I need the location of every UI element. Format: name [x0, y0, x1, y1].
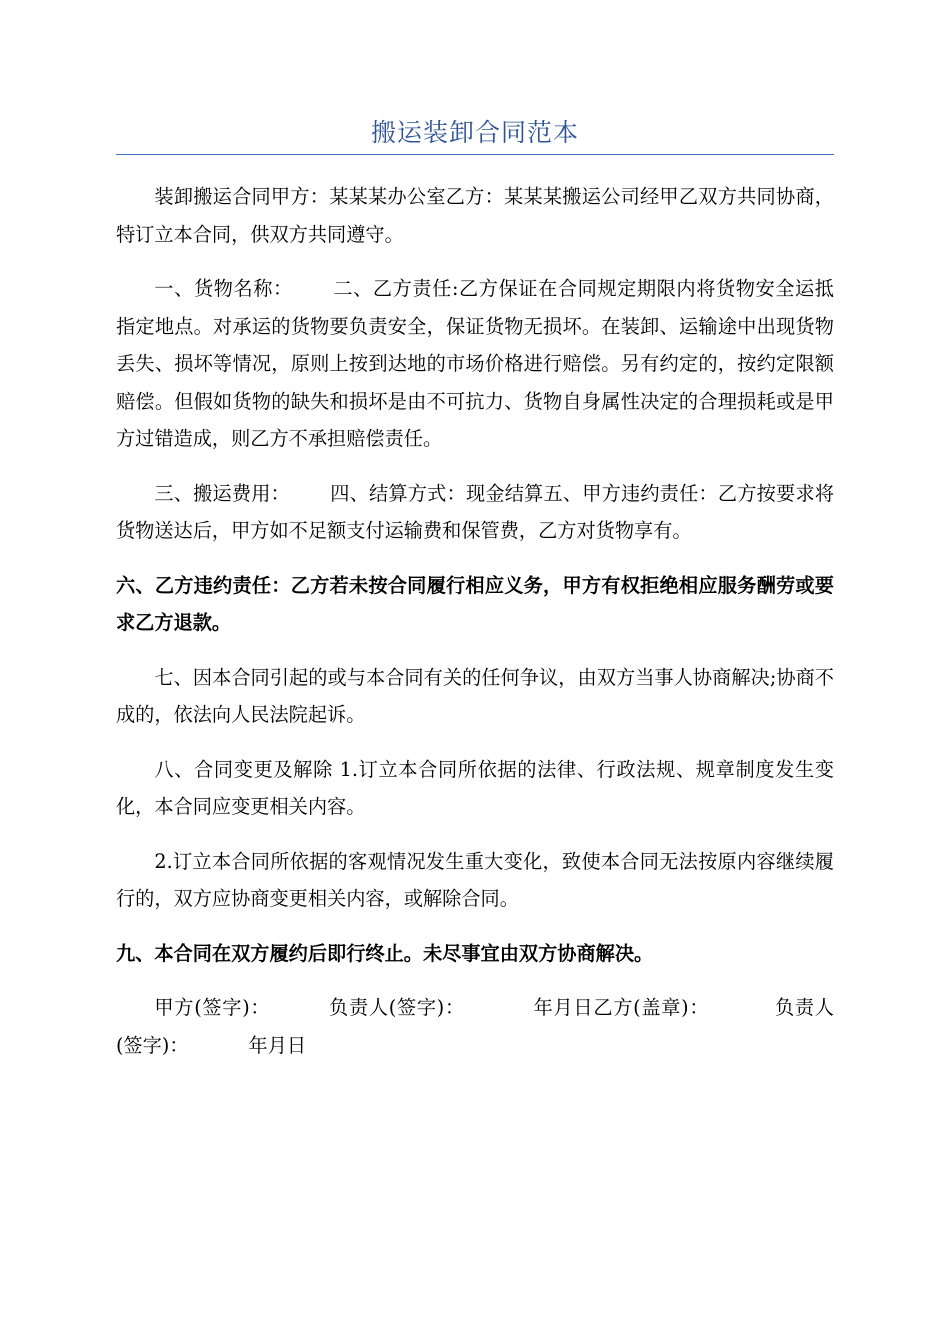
party-a-signature: 甲方(签字)：: [154, 996, 271, 1019]
document-title: 搬运装卸合同范本: [370, 118, 579, 147]
party-b-seal: 年月日乙方(盖章)：: [532, 996, 710, 1019]
title-underline: [116, 154, 834, 155]
party-a-responsible-signature: 负责人(签字)：: [328, 996, 465, 1019]
clause-3-label: 三、搬运费用：: [154, 481, 291, 505]
party-b-responsible-signature: 负责人(签字)：: [116, 996, 834, 1057]
clause-3-5-paragraph: [116, 475, 834, 550]
clause-4-5-text: 四、结算方式：现金结算五、甲方违约责任：乙方按要求将货物送达后，甲方如不足额支付运输费和保管费，乙方对货物享有。: [116, 481, 835, 542]
signature-block: [116, 989, 834, 1064]
clause-8-2-paragraph: 2.订立本合同所依据的客观情况发生重大变化，致使本合同无法按原内容继续履行的，双方应协商变更相关内容，或解除合同。: [116, 849, 834, 910]
intro-paragraph: 装卸搬运合同甲方：某某某办公室乙方：某某某搬运公司经甲乙双方共同协商，特订立本合同，供双方共同遵守。: [116, 185, 834, 246]
clause-6-paragraph: 六、乙方违约责任：乙方若未按合同履行相应义务，甲方有权拒绝相应服务酬劳或要求乙方退款。: [116, 573, 834, 634]
clause-1-label: 一、货物名称：: [154, 277, 293, 300]
clause-2-text: 二、乙方责任:乙方保证在合同规定期限内将货物安全运抵指定地点。对承运的货物要负责安全，保证货物无损坏。在装卸、运输途中出现货物丢失、损坏等情况，原则上按到达地的市场价格进行赔偿。另有约定的，按约定限额赔偿。但假如货物的缺失和损坏是由不可抗力、货物自身属性决定的合理损耗或是甲方过错造成，则乙方不承担赔偿责任。: [116, 277, 834, 450]
clause-7-paragraph: 七、因本合同引起的或与本合同有关的任何争议，由双方当事人协商解决;协商不成的，依法向人民法院起诉。: [116, 665, 834, 726]
clause-8-paragraph: 八、合同变更及解除 1.订立本合同所依据的法律、行政法规、规章制度发生变化，本合同应变更相关内容。: [116, 757, 834, 818]
clause-1-2-paragraph: [116, 270, 834, 458]
signature-date: 年月日: [248, 1033, 307, 1057]
clause-9-paragraph: 九、本合同在双方履约后即行终止。未尽事宜由双方协商解决。: [116, 941, 654, 965]
contract-page: [116, 0, 834, 1064]
